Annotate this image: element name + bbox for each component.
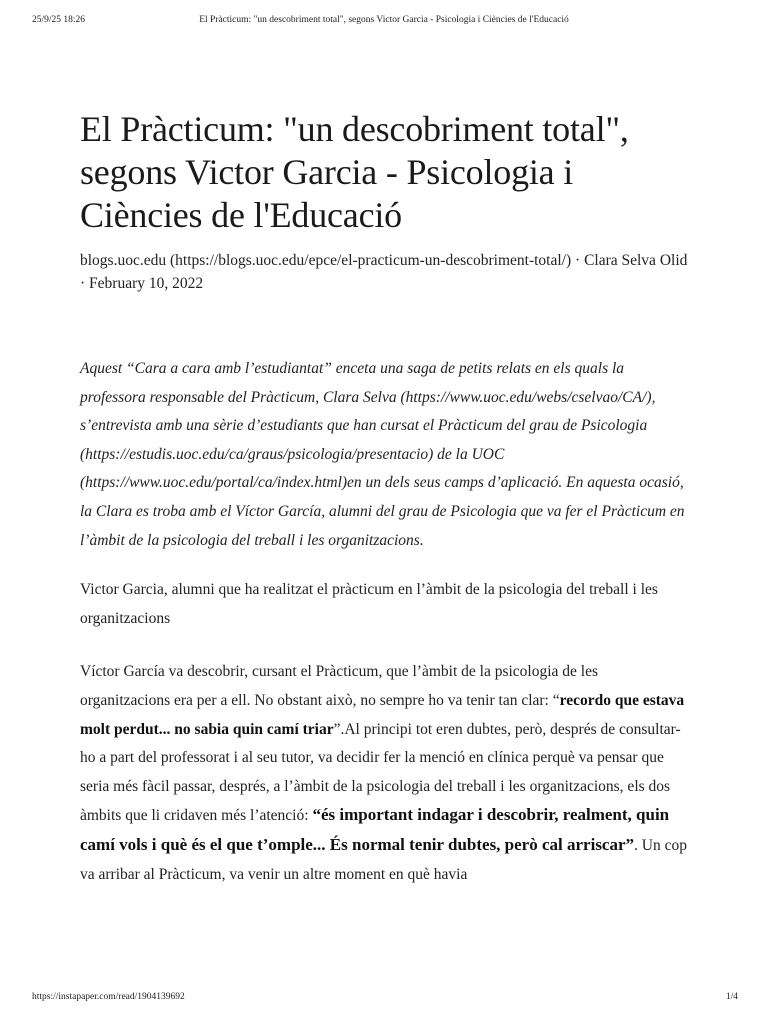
- image-caption: Victor Garcia, alumni que ha realitzat el pràcticum en l’àmbit de la psicologia del treball i les organitzacions: [80, 581, 658, 627]
- print-datetime: 25/9/25 18:26: [32, 15, 86, 25]
- paragraph-text: ”.Al principi tot eren dubtes, però, després de consultar-ho a part del professorat i al seu tutor, va decidir fer la menció en clínica perquè va pensar que seria més fàcil passar, després, a l’àmbit de la psicologia del treball i les organitzacions, els dos àmbits que li cridaven més l’atenció:: [80, 720, 681, 825]
- quote-bold: recordo que estava molt perdut... no sabia quin camí triar: [80, 691, 685, 738]
- print-url: https://instapaper.com/read/1904139692: [32, 992, 185, 1002]
- meta-separator: ·: [80, 275, 90, 292]
- page-number: 1/4: [725, 992, 738, 1002]
- paragraph-text: . Un cop va arribar al Pràcticum, va venir un altre moment en què havia: [80, 836, 687, 883]
- paragraph-text: Víctor García va descobrir, cursant el Pràcticum, que l’àmbit de la psicologia de les organitzacions era per a ell. No obstant això, no sempre ho va tenir tan clar: “: [80, 663, 599, 709]
- source-domain[interactable]: blogs.uoc.edu: [80, 252, 167, 269]
- print-page-title: El Pràcticum: "un descobriment total", segons Victor Garcia - Psicologia i Ciències de l'Educació: [199, 15, 569, 25]
- article-meta: [80, 249, 690, 295]
- meta-separator: ·: [571, 252, 585, 269]
- article: [80, 108, 690, 889]
- source-url[interactable]: (https://blogs.uoc.edu/epce/el-practicum-un-descobriment-total/): [169, 252, 572, 269]
- print-header: [0, 15, 768, 31]
- publish-date: February 10, 2022: [89, 275, 204, 292]
- body-paragraph: [80, 658, 690, 889]
- author-name: Clara Selva Olid: [584, 252, 688, 269]
- quote-bold: “és important indagar i descobrir, realment, quin camí vols i què és el que t’omple... És normal tenir dubtes, però cal arriscar”: [80, 805, 670, 854]
- print-footer: [0, 992, 768, 1008]
- intro-paragraph: Aquest “Cara a cara amb l’estudiantat” enceta una saga de petits relats en els quals la professora responsable del Pràcticum, Clara Selva (https://www.uoc.edu/webs/cselvao/CA/), s’entrevista amb una sèrie d’estudiants que han cursat el Pràcticum del grau de Psicologia (https://estudis.uoc.edu/ca/graus/psicologia/presentacio) de la UOC (https://www.uoc.edu/portal/ca/index.html)en un dels seus camps d’aplicació. En aquesta ocasió, la Clara es troba amb el Víctor García, alumni del grau de Psicologia que va fer el Pràcticum en l’àmbit de la psicologia del treball i les organitzacions.: [80, 360, 685, 549]
- article-title: El Pràcticum: "un descobriment total", segons Victor Garcia - Psicologia i Ciències de l'Educació: [80, 109, 629, 235]
